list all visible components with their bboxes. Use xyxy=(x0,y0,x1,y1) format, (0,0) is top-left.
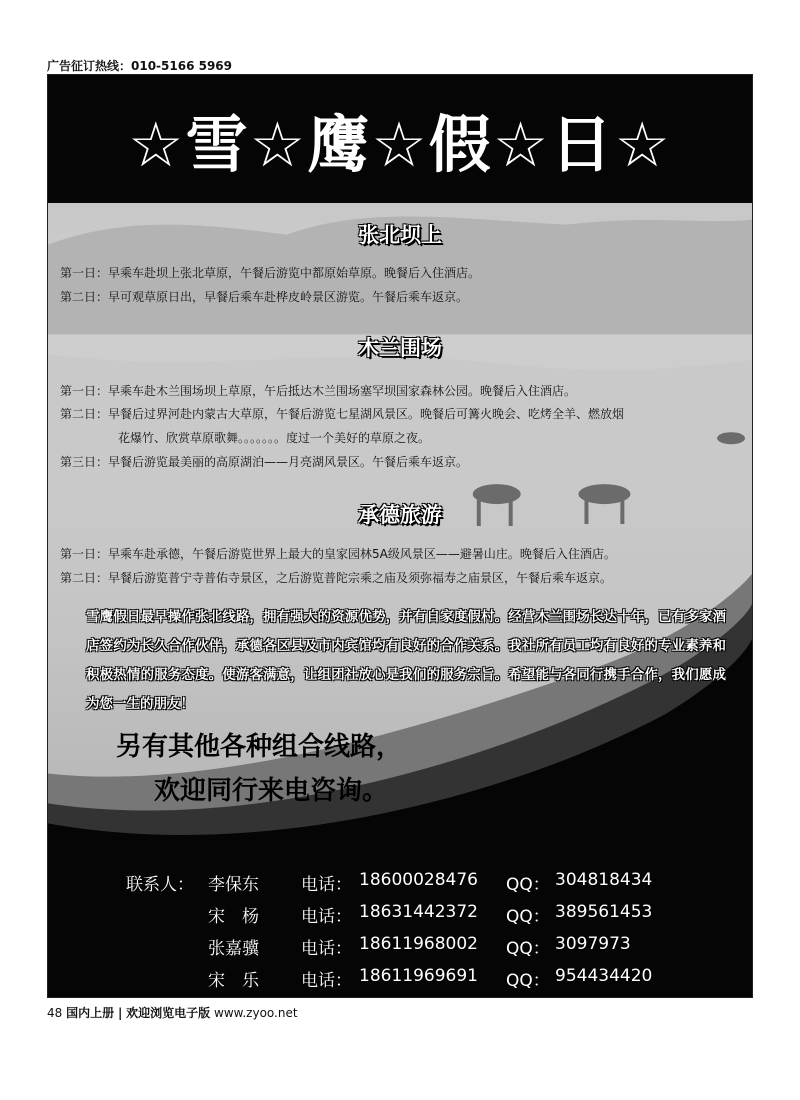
tel-label: 电话： xyxy=(301,939,352,959)
section-title-mulan: 木兰围场 xyxy=(358,336,442,360)
itinerary-line: 第一日：早乘车赴木兰围场坝上草原，午后抵达木兰围场塞罕坝国家森林公园。晚餐后入住酒店。 xyxy=(60,384,577,398)
title-banner xyxy=(48,75,752,203)
qq-label: QQ： xyxy=(506,875,550,895)
grassland-background xyxy=(48,75,752,997)
ad-hotline: 广告征订热线：010-5166 5969 xyxy=(47,59,233,73)
contact-row xyxy=(48,934,752,964)
slogan-line-2: 欢迎同行来电咨询。 xyxy=(154,776,389,806)
tel-label: 电话： xyxy=(301,971,352,991)
tel-label: 电话： xyxy=(301,875,352,895)
page-number: 48 xyxy=(47,1006,63,1020)
tel-number: 18600028476 xyxy=(359,870,478,890)
qq-label: QQ： xyxy=(506,939,550,959)
qq-number: 304818434 xyxy=(555,870,653,890)
page-footer xyxy=(47,1004,298,1021)
tel-number: 18611968002 xyxy=(359,934,478,954)
contact-row xyxy=(48,902,752,932)
itinerary-line: 花爆竹、欣赏草原歌舞。。。。。。。度过一个美好的草原之夜。 xyxy=(118,431,431,445)
contact-row xyxy=(48,966,752,996)
footer-tagline: 欢迎浏览电子版 xyxy=(126,1006,211,1020)
qq-number: 389561453 xyxy=(555,902,653,922)
footer-url[interactable]: www.zyoo.net xyxy=(214,1006,298,1020)
footer-separator: | xyxy=(117,1006,123,1020)
section-title-chengde: 承德旅游 xyxy=(358,503,442,527)
slogan-line-1: 另有其他各种组合线路， xyxy=(116,732,403,762)
itinerary-line: 第一日：早乘车赴承德，午餐后游览世界上最大的皇家园林5A级风景区——避暑山庄。晚餐后入住酒店。 xyxy=(60,547,616,561)
banner-title: ☆雪☆鹰☆假☆日☆ xyxy=(128,107,672,181)
qq-number: 3097973 xyxy=(555,934,631,954)
itinerary-line: 第二日：早餐后游览普宁寺普佑寺景区，之后游览普陀宗乘之庙及须弥福寿之庙景区，午餐后乘车返京。 xyxy=(60,571,613,585)
company-intro: 雪鹰假日最早操作张北线路，拥有强大的资源优势，并有自家度假村。经营木兰围场长达十年，已有多家酒店签约为长久合作伙伴，承德各区县及市内宾馆均有良好的合作关系。我社所有员工均有良好的专业素养和积极热情的服务态度。使游客满意，让组团社放心是我们的服务宗旨。希望能与各同行携手合作，我们愿成为您一生的朋友！ xyxy=(86,609,726,712)
itinerary-line: 第二日：早餐后过界河赴内蒙古大草原，午餐后游览七星湖风景区。晚餐后可篝火晚会、吃烤全羊、燃放烟 xyxy=(60,407,625,421)
itinerary-line: 第三日：早餐后游览最美丽的高原湖泊——月亮湖风景区。午餐后乘车返京。 xyxy=(60,455,469,469)
contact-label: 联系人： xyxy=(126,875,194,895)
ad-frame xyxy=(47,74,753,998)
tel-number: 18611969691 xyxy=(359,966,478,986)
qq-label: QQ： xyxy=(506,971,550,991)
itinerary-line: 第一日：早乘车赴坝上张北草原，午餐后游览中都原始草原。晚餐后入住酒店。 xyxy=(60,266,481,280)
contact-name: 宋 乐 xyxy=(208,971,259,991)
itinerary-line: 第二日：早可观草原日出，早餐后乘车赴桦皮岭景区游览。午餐后乘车返京。 xyxy=(60,290,469,304)
section-title-zhangbei: 张北坝上 xyxy=(358,223,442,247)
tel-label: 电话： xyxy=(301,907,352,927)
qq-number: 954434420 xyxy=(555,966,653,986)
tel-number: 18631442372 xyxy=(359,902,478,922)
contact-name: 张嘉骥 xyxy=(208,939,259,959)
contact-name: 宋 杨 xyxy=(208,907,259,927)
footer-section: 国内上册 xyxy=(66,1006,115,1020)
contact-name: 李保东 xyxy=(208,875,259,895)
contact-row xyxy=(48,870,752,900)
qq-label: QQ： xyxy=(506,907,550,927)
